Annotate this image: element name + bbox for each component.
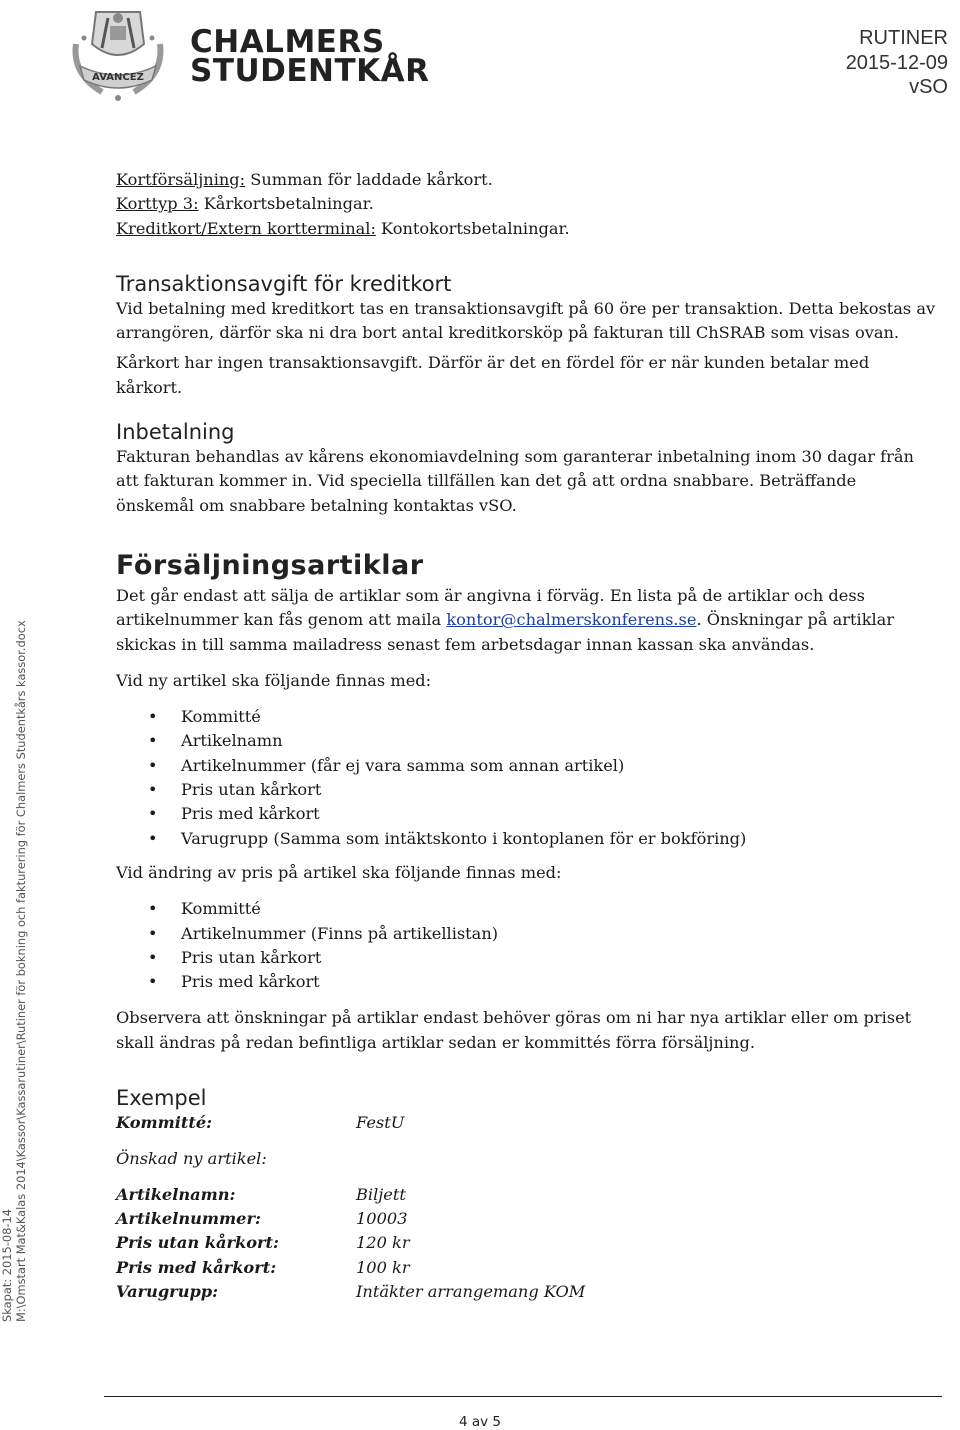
payment-paragraph: Fakturan behandlas av kårens ekonomiavdelning som garanterar inbetalning inom 30 dagar från att fakturan kommer in. Vid speciella tillfällen kan det gå att ordna snabbare. Beträffande önskemål om snabbare betalning kontaktas vSO. <box>116 447 914 515</box>
example-label: Artikelnummer: <box>116 1208 261 1228</box>
intro-term: Kortförsäljning: <box>116 170 246 189</box>
email-link[interactable]: kontor@chalmerskonferens.se <box>446 610 697 630</box>
list-item: • Artikelnummer (Finns på artikellistan) <box>116 922 938 946</box>
intro-text: Kårkortsbetalningar. <box>198 194 374 214</box>
example-fields <box>116 1183 938 1304</box>
intro-text: Kontokortsbetalningar. <box>375 218 570 238</box>
intro-line <box>116 217 938 241</box>
chalmers-studentkar-seal <box>62 4 174 104</box>
intro-term: Korttyp 3: <box>116 194 199 214</box>
doc-author: vSO <box>909 76 948 98</box>
list-item: • Pris utan kårkort <box>116 778 938 802</box>
example-value: Intäkter arrangemang KOM <box>356 1281 586 1301</box>
heading-payment: Inbetalning <box>116 420 235 445</box>
example-value: 10003 <box>356 1208 408 1228</box>
heading-articles: Försäljningsartiklar <box>116 549 424 581</box>
intro-term: Kreditkort/Extern kortterminal: <box>116 218 376 238</box>
example-label: Pris med kårkort: <box>116 1257 277 1277</box>
note-paragraph: Observera att önskningar på artiklar endast behöver göras om ni har nya artiklar eller om priset skall ändras på redan befintliga artiklar sedan er kommittés förra försäljning. <box>116 1008 912 1052</box>
seal-motto: AVANCEZ <box>92 72 144 83</box>
example-value: 120 kr <box>356 1233 410 1253</box>
new-article-list <box>116 705 938 851</box>
example-value: 100 kr <box>356 1257 410 1277</box>
seal-graphic <box>62 4 174 104</box>
change-price-list <box>116 897 938 994</box>
new-article-intro: Vid ny artikel ska följande finnas med: <box>116 670 432 690</box>
doc-type: RUTINER <box>859 27 948 49</box>
articles-paragraph <box>116 584 938 657</box>
heading-transaction-fee: Transaktionsavgift för kreditkort <box>116 271 452 296</box>
file-path-sidebar <box>0 620 28 1322</box>
brand-wordmark <box>190 24 430 89</box>
list-item: • Kommitté <box>116 897 938 921</box>
page-number: 4 av 5 <box>458 1414 502 1430</box>
example-value: FestU <box>356 1113 405 1133</box>
document-meta <box>846 26 948 100</box>
file-path: M:\Omstart Mat&Kalas 2014\Kassor\Kassarutiner\Rutiner för bokning och fakturering för Chalmers Studentkårs kassor.docx <box>14 620 28 1322</box>
example-committee-row <box>116 1111 938 1135</box>
list-item: • Artikelnamn <box>116 729 938 753</box>
doc-date: 2015-12-09 <box>845 51 948 74</box>
created-date: Skapat: 2015-08-14 <box>0 1209 14 1322</box>
list-item: • Kommitté <box>116 705 938 729</box>
list-item: • Varugrupp (Samma som intäktskonto i kontoplanen för er bokföring) <box>116 827 938 851</box>
articles-text-start: Det går endast att sälja de artiklar som är angivna i förväg. En lista på de artiklar och dess artikelnummer kan fås genom att maila <box>116 585 865 630</box>
example-value: Biljett <box>356 1184 406 1204</box>
footer-divider <box>104 1396 942 1397</box>
example-label: Kommitté: <box>116 1113 213 1133</box>
example-label: Pris utan kårkort: <box>116 1233 279 1253</box>
document-body <box>116 168 938 1304</box>
change-price-intro: Vid ändring av pris på artikel ska följande finnas med: <box>116 862 562 882</box>
intro-text: Summan för laddade kårkort. <box>245 170 493 189</box>
list-item: • Pris med kårkort <box>116 802 938 826</box>
articles-text-end: . Önskningar på artiklar skickas in till samma mailadress senast fem arbetsdagar innan kassan ska användas. <box>116 610 895 654</box>
example-wish-label: Önskad ny artikel: <box>116 1149 267 1169</box>
heading-example: Exempel <box>116 1086 207 1111</box>
example-label: Varugrupp: <box>116 1281 219 1301</box>
brand-line-1: CHALMERS <box>190 24 385 60</box>
intro-line <box>116 192 938 216</box>
list-item: • Artikelnummer (får ej vara samma som annan artikel) <box>116 754 938 778</box>
intro-line <box>116 168 938 192</box>
kårkort-paragraph: Kårkort har ingen transaktionsavgift. Därför är det en fördel för er när kunden betalar med kårkort. <box>116 353 870 397</box>
list-item: • Pris utan kårkort <box>116 946 938 970</box>
list-item: • Pris med kårkort <box>116 970 938 994</box>
transaction-fee-paragraph: Vid betalning med kreditkort tas en transaktionsavgift på 60 öre per transaktion. Detta bekostas av arrangören, därför ska ni dra bort antal kreditkorsköp på fakturan till ChSRAB som visas ovan. <box>116 298 936 343</box>
brand-line-2: STUDENTKÅR <box>190 53 430 89</box>
example-label: Artikelnamn: <box>116 1184 236 1204</box>
